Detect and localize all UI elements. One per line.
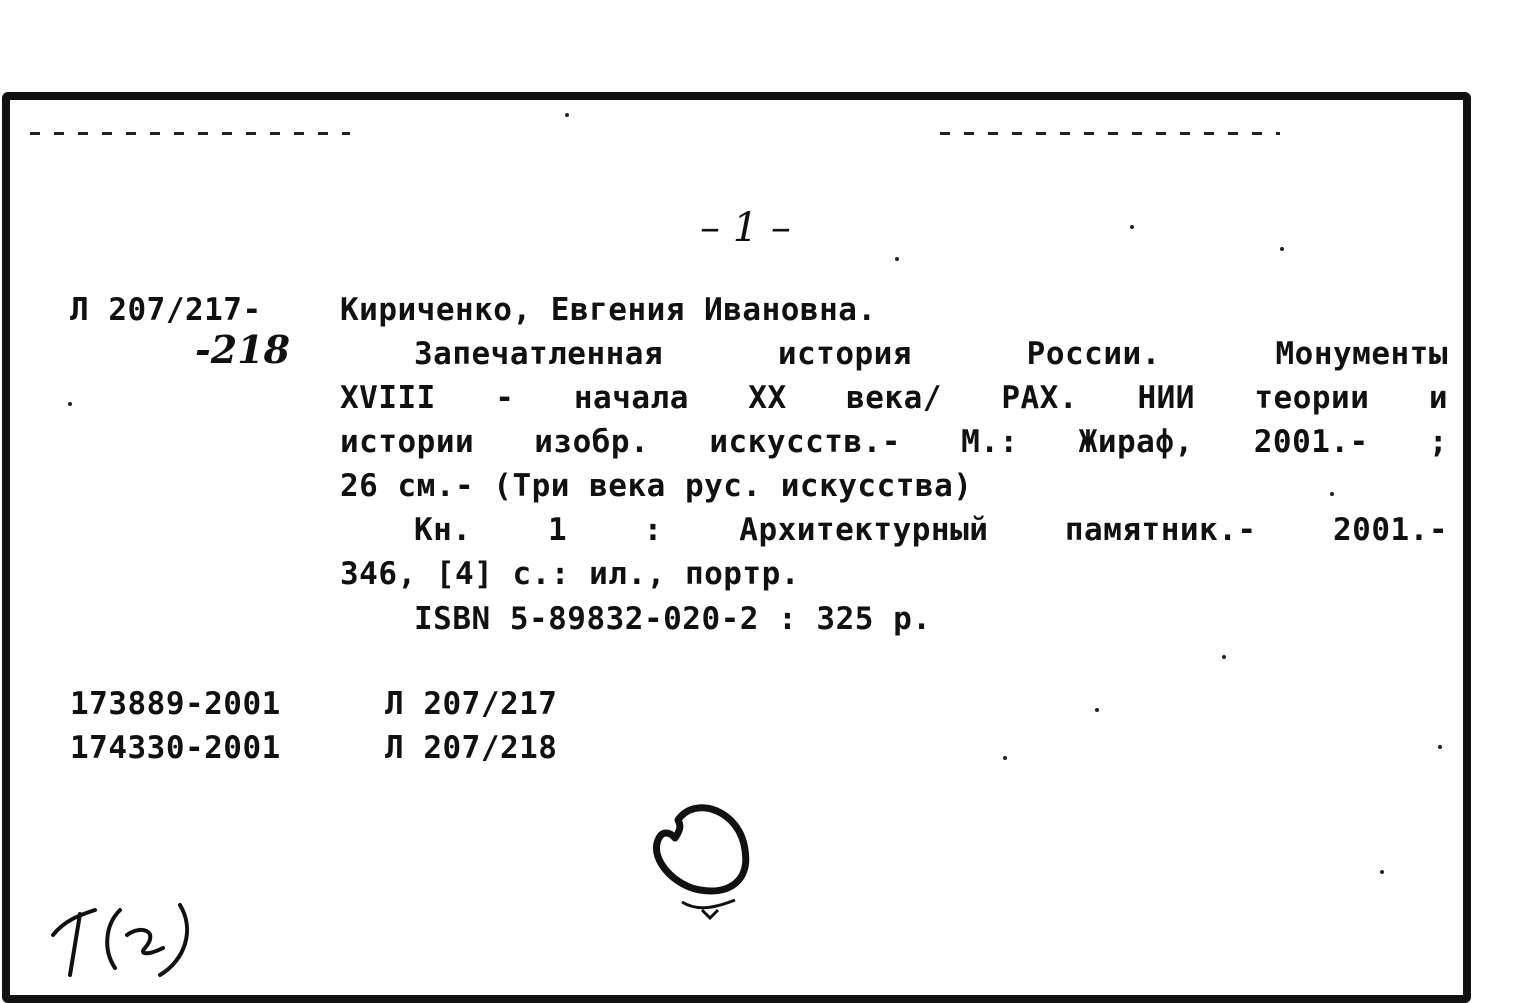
- inventory-shelf-2: Л 207/218: [385, 730, 558, 766]
- isbn-line: ISBN 5-89832-020-2 : 325 р.: [414, 601, 932, 637]
- title-line-2: XVIII - начала XX века/ РАХ. НИИ теории и: [340, 380, 1448, 416]
- speck: [895, 257, 899, 261]
- top-dashed-rule-right: [940, 132, 1280, 135]
- author-heading: Кириченко, Евгения Ивановна.: [340, 292, 877, 328]
- top-dashed-rule-left: [30, 132, 350, 135]
- volume-line-1: Кн. 1 : Архитектурный памятник.- 2001.-: [414, 512, 1448, 548]
- inventory-shelf-1: Л 207/217: [385, 686, 558, 722]
- title-line-3: истории изобр. искусств.- М.: Жираф, 2001.- ;: [340, 424, 1448, 460]
- library-stamp: [640, 790, 760, 930]
- series-line: 26 см.- (Три века рус. искусства): [340, 468, 973, 504]
- speck: [68, 402, 72, 406]
- speck: [1438, 745, 1442, 749]
- handwritten-note: [35, 890, 215, 980]
- speck: [1222, 655, 1226, 659]
- speck: [1380, 870, 1384, 874]
- volume-line-2: 346, [4] с.: ил., портр.: [340, 556, 800, 592]
- inventory-number-2: 174330-2001: [70, 730, 281, 766]
- page-number: – 1 –: [700, 205, 791, 251]
- speck: [565, 113, 569, 117]
- shelf-mark-handwritten: -218: [195, 327, 291, 372]
- speck: [1095, 708, 1099, 712]
- speck: [1130, 225, 1134, 229]
- inventory-number-1: 173889-2001: [70, 686, 281, 722]
- shelf-mark: Л 207/217-: [70, 292, 262, 328]
- speck: [1330, 492, 1334, 496]
- speck: [1003, 756, 1007, 760]
- title-line-1: Запечатленная история России. Монументы: [414, 336, 1448, 372]
- speck: [1280, 247, 1284, 251]
